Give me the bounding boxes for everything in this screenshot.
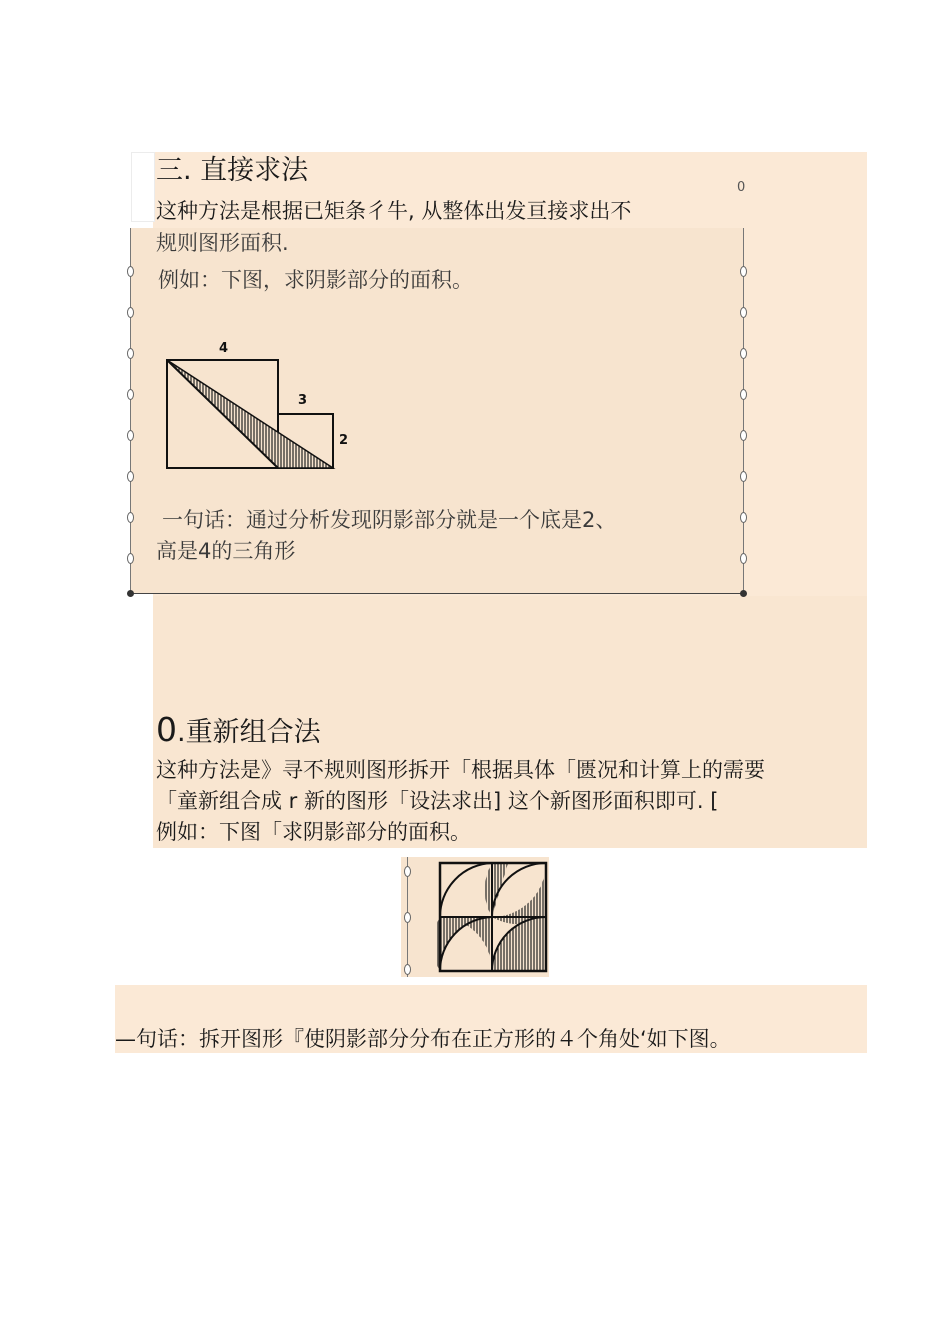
frame-handle [127,553,134,564]
frame-handle [740,553,747,564]
section3-line-1: 这种方法是根据已矩条彳牛, 从整体出发亘接求出不 [156,199,632,223]
frame-handle [127,471,134,482]
frame-handle [127,266,134,277]
frame-handle [740,348,747,359]
frame-handle [127,307,134,318]
frame-handle [404,964,411,975]
heading-left-cap [131,152,155,222]
screenshot-frame-right [743,228,744,594]
screenshot-frame-bottom [131,593,744,594]
label-right: 2 [339,433,349,448]
pinwheel-square-figure [437,860,549,974]
section0-line-2: 「童新组合成 r 新的图形「设法求出] 这个新图形面积即可. [ [156,789,719,813]
section3-summary-line-1: 一句话：通过分析发现阴影部分就是一个底是2、 [162,508,617,532]
section3-heading: 三. 直接求法 [156,155,309,186]
label-top: 4 [219,341,229,356]
corner-mark: 0 [737,180,746,195]
frame-handle [127,512,134,523]
frame-handle [740,266,747,277]
section0-heading-number: 0 [156,710,177,749]
section0-heading [156,710,321,750]
frame-handle [740,471,747,482]
frame-handle [740,512,747,523]
section0-heading-text: .重新组合法 [177,717,321,748]
section3-example: 例如：下图，求阴影部分的面积。 [158,268,473,292]
label-middle: 3 [298,393,308,408]
frame-handle [404,912,411,923]
frame-handle [127,430,134,441]
section3-line-2: 规则图形面积. [156,231,289,255]
frame-handle [740,430,747,441]
frame-corner-dot [127,590,134,597]
section0-example: 例如：下图「求阴影部分的面积。 [156,820,471,844]
screenshot-frame-left [130,228,131,594]
stepped-rectangles-figure [160,336,360,476]
frame-handle [127,389,134,400]
frame-corner-dot [740,590,747,597]
section0-line-1: 这种方法是》寻不规则图形拆开「根据具体「匮况和计算上的需要 [156,758,765,782]
frame-handle [740,389,747,400]
frame-handle [127,348,134,359]
frame-handle [740,307,747,318]
bottom-summary: —句话：拆开图形『使阴影部分分布在正方形的４个角处‘如下图。 [115,1027,731,1051]
section3-summary-line-2: 高是4的三角形 [156,539,296,563]
frame-handle [404,866,411,877]
